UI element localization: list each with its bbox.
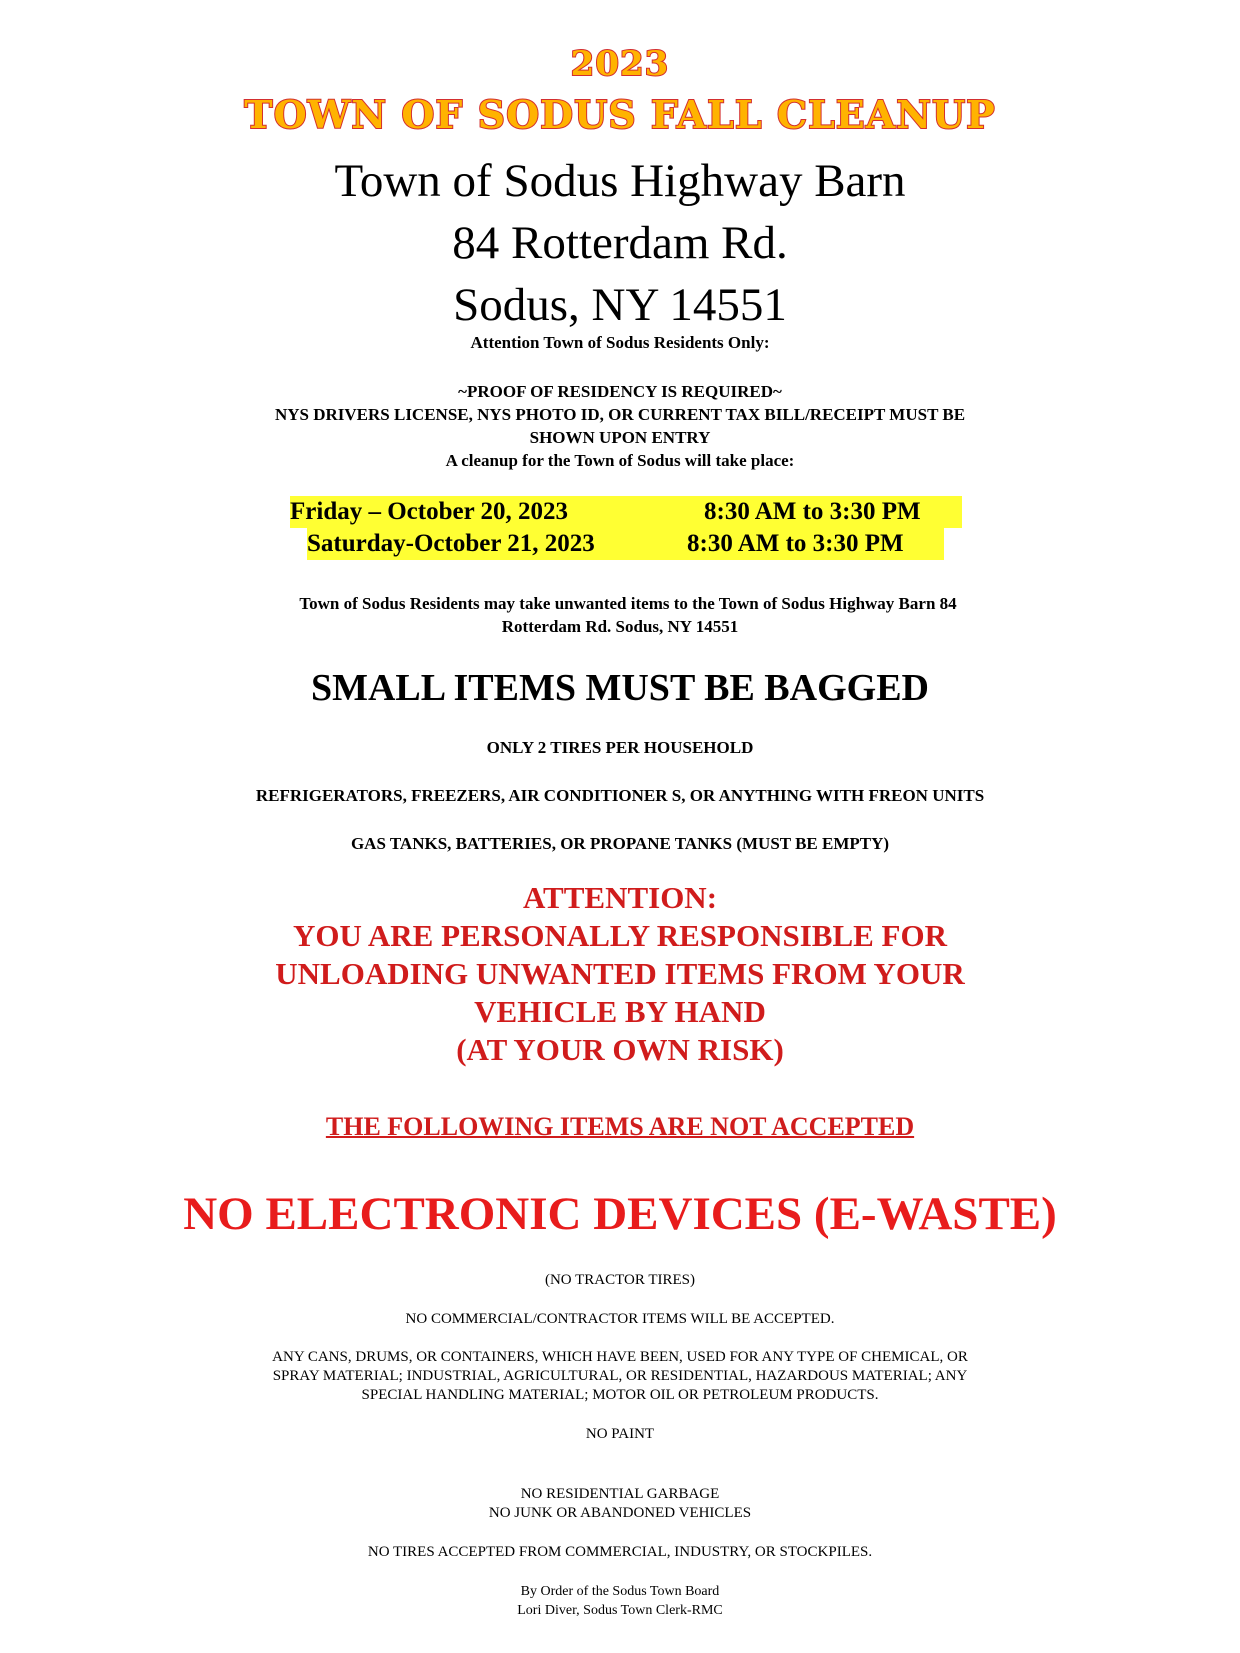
garbage-note: NO RESIDENTIAL GARBAGE <box>520 1486 720 1502</box>
ewaste-warning: NO ELECTRONIC DEVICES (E-WASTE) <box>183 1188 1057 1240</box>
schedule-row-saturday <box>307 528 944 560</box>
cleanup-intro: A cleanup for the Town of Sodus will take place: <box>445 451 795 470</box>
schedule-time: 8:30 AM to 3:30 PM <box>687 530 904 557</box>
schedule-row-friday <box>290 496 962 528</box>
schedule-time: 8:30 AM to 3:30 PM <box>704 498 921 525</box>
commercial-note: NO COMMERCIAL/CONTRACTOR ITEMS WILL BE ACCEPTED. <box>405 1311 835 1327</box>
attention-line: VEHICLE BY HAND <box>474 994 766 1029</box>
attention-line: (AT YOUR OWN RISK) <box>456 1032 784 1067</box>
proof-required: ~PROOF OF RESIDENCY IS REQUIRED~ <box>458 382 782 401</box>
not-accepted-heading: THE FOLLOWING ITEMS ARE NOT ACCEPTED <box>325 1112 915 1141</box>
attention-line: YOU ARE PERSONALLY RESPONSIBLE FOR <box>292 918 947 953</box>
tractor-tires-note: (NO TRACTOR TIRES) <box>544 1272 695 1288</box>
residents-note-line2: Rotterdam Rd. Sodus, NY 14551 <box>501 617 739 636</box>
tanks-rule: GAS TANKS, BATTERIES, OR PROPANE TANKS (MUST BE EMPTY) <box>350 834 890 853</box>
venue-city: Sodus, NY 14551 <box>453 279 787 331</box>
id-requirement-line1: NYS DRIVERS LICENSE, NYS PHOTO ID, OR CURRENT TAX BILL/RECEIPT MUST BE <box>274 405 966 424</box>
event-title: TOWN OF SODUS FALL CLEANUP <box>244 92 996 137</box>
id-requirement-line2: SHOWN UPON ENTRY <box>529 428 711 447</box>
vehicles-note: NO JUNK OR ABANDONED VEHICLES <box>488 1505 752 1521</box>
schedule-day: Friday – October 20, 2023 <box>290 498 568 525</box>
venue-street: 84 Rotterdam Rd. <box>452 217 788 269</box>
attention-residents: Attention Town of Sodus Residents Only: <box>470 333 770 352</box>
year-heading: 2023 <box>570 44 670 84</box>
attention-heading: ATTENTION: <box>522 880 718 915</box>
tires-commercial-note: NO TIRES ACCEPTED FROM COMMERCIAL, INDUSTRY, OR STOCKPILES. <box>367 1544 873 1560</box>
residents-note-line1: Town of Sodus Residents may take unwanted items to the Town of Sodus Highway Barn 84 <box>299 594 957 613</box>
board-order: By Order of the Sodus Town Board <box>520 1584 720 1599</box>
venue-name: Town of Sodus Highway Barn <box>334 155 906 207</box>
bagged-rule: SMALL ITEMS MUST BE BAGGED <box>310 667 929 709</box>
attention-line: UNLOADING UNWANTED ITEMS FROM YOUR <box>275 956 965 991</box>
tires-rule: ONLY 2 TIRES PER HOUSEHOLD <box>486 738 754 757</box>
refrigerators-rule: REFRIGERATORS, FREEZERS, AIR CONDITIONER S, OR ANYTHING WITH FREON UNITS <box>255 786 985 805</box>
cans-note-line2: SPRAY MATERIAL; INDUSTRIAL, AGRICULTURAL, OR RESIDENTIAL, HAZARDOUS MATERIAL; ANY <box>272 1368 968 1384</box>
schedule-day: Saturday-October 21, 2023 <box>307 530 595 557</box>
cans-note-line1: ANY CANS, DRUMS, OR CONTAINERS, WHICH HAVE BEEN, USED FOR ANY TYPE OF CHEMICAL, OR <box>272 1349 968 1365</box>
clerk-signature: Lori Diver, Sodus Town Clerk-RMC <box>517 1603 723 1618</box>
cans-note-line3: SPECIAL HANDLING MATERIAL; MOTOR OIL OR PETROLEUM PRODUCTS. <box>361 1387 879 1403</box>
paint-note: NO PAINT <box>585 1426 655 1442</box>
